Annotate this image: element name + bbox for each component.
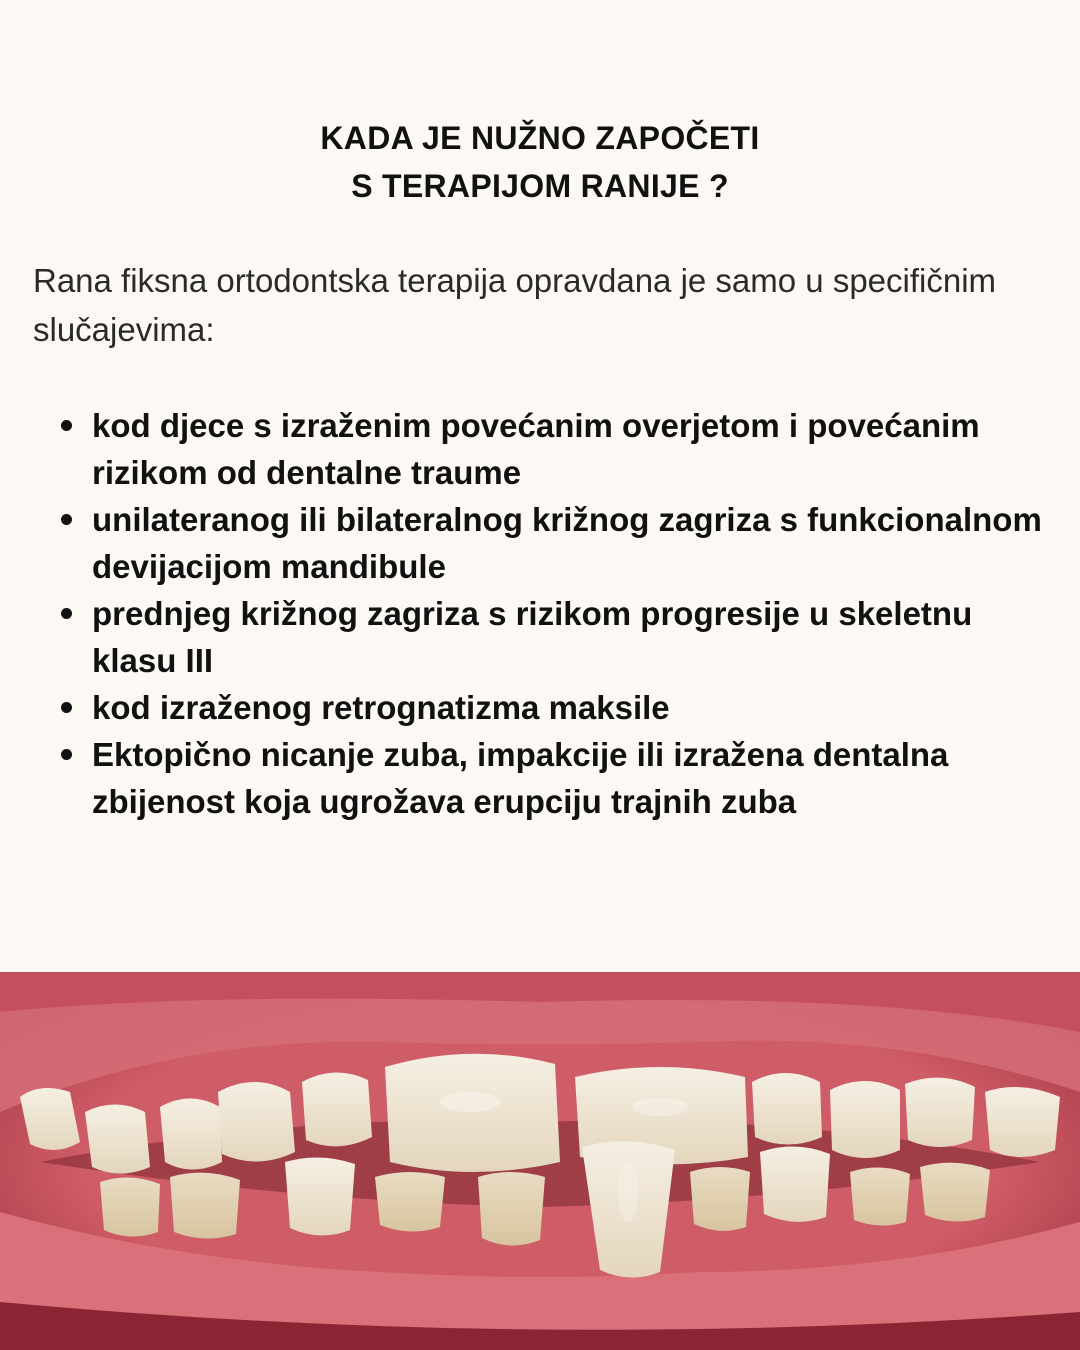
intro-paragraph: Rana fiksna ortodontska terapija opravdana je samo u specifičnim slučajevima: bbox=[33, 262, 997, 348]
title-line-1: KADA JE NUŽNO ZAPOČETI bbox=[320, 120, 760, 156]
list-item bbox=[0, 731, 1080, 825]
list-item-text: kod izraženog retrognatizma maksile bbox=[92, 689, 670, 726]
list-item-text: unilateranog ili bilateralnog križnog zagriza s funkcionalnom devijacijom mandibule bbox=[92, 501, 1042, 585]
list-item bbox=[0, 590, 1080, 684]
list-item bbox=[0, 402, 1080, 496]
bullet-list bbox=[0, 402, 1080, 825]
bullet-icon bbox=[61, 420, 72, 431]
bullet-icon bbox=[61, 514, 72, 525]
dental-photo bbox=[0, 972, 1080, 1350]
list-item-text: prednjeg križnog zagriza s rizikom progresije u skeletnu klasu III bbox=[92, 595, 973, 679]
list-item-text: Ektopično nicanje zuba, impakcije ili izražena dentalna zbijenost koja ugrožava erupciju trajnih zuba bbox=[92, 736, 949, 820]
page-title bbox=[0, 114, 1080, 210]
list-item-text: kod djece s izraženim povećanim overjetom i povećanim rizikom od dentalne traume bbox=[92, 407, 980, 491]
teeth-illustration bbox=[0, 972, 1080, 1350]
list-item bbox=[0, 684, 1080, 731]
list-item bbox=[0, 496, 1080, 590]
bullet-icon bbox=[61, 702, 72, 713]
title-line-2: S TERAPIJOM RANIJE ? bbox=[351, 168, 729, 204]
bullet-icon bbox=[61, 608, 72, 619]
bullet-icon bbox=[61, 749, 72, 760]
